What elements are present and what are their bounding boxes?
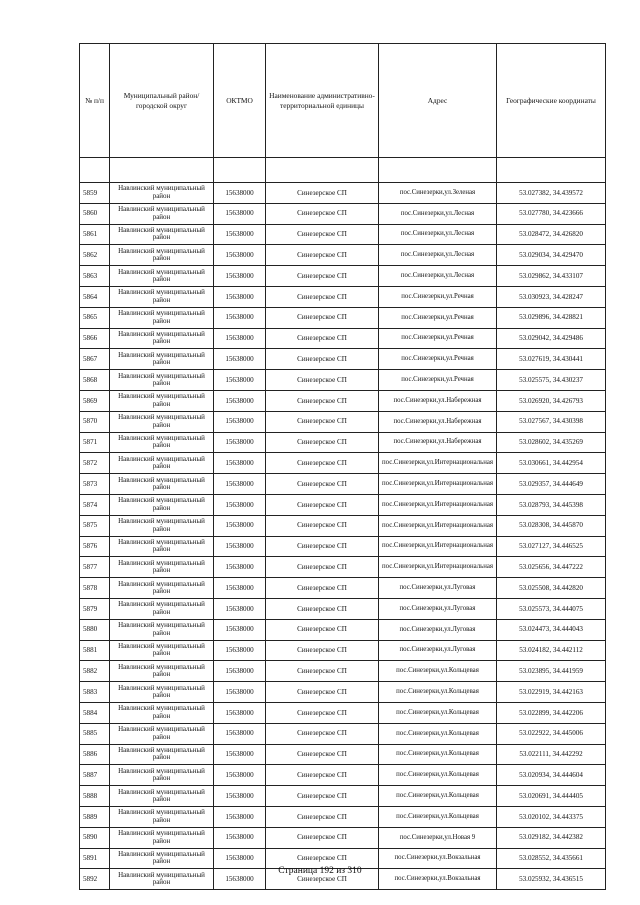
coordinates-cell: 53.029896, 34.428821: [497, 307, 606, 328]
coordinates-cell: 53.022922, 34.445006: [497, 723, 606, 744]
municipality-cell: Навлинский муниципальный район: [110, 307, 214, 328]
header-address: Адрес: [379, 44, 497, 158]
unit-cell: Синезерское СП: [266, 619, 379, 640]
address-cell: пос.Синезерки,ул.Луговая: [379, 578, 497, 599]
municipality-cell: Навлинский муниципальный район: [110, 203, 214, 224]
table-row: [80, 474, 606, 495]
unit-cell: Синезерское СП: [266, 183, 379, 204]
oktmo-cell: 15638000: [214, 702, 266, 723]
coordinates-cell: 53.026920, 34.426793: [497, 390, 606, 411]
table-row: [80, 557, 606, 578]
row-number: 5874: [80, 494, 110, 515]
coordinates-cell: 53.028308, 34.445870: [497, 515, 606, 536]
table-row: [80, 494, 606, 515]
address-cell: пос.Синезерки,ул.Набережная: [379, 411, 497, 432]
municipality-cell: Навлинский муниципальный район: [110, 370, 214, 391]
table-row: [80, 765, 606, 786]
address-cell: пос.Синезерки,ул.Лесная: [379, 203, 497, 224]
address-cell: пос.Синезерки,ул.Набережная: [379, 390, 497, 411]
address-cell: пос.Синезерки,ул.Интернациональная: [379, 453, 497, 474]
coordinates-cell: 53.029182, 34.442382: [497, 827, 606, 848]
address-cell: пос.Синезерки,ул.Речная: [379, 370, 497, 391]
oktmo-cell: 15638000: [214, 869, 266, 890]
unit-cell: Синезерское СП: [266, 411, 379, 432]
unit-cell: Синезерское СП: [266, 536, 379, 557]
address-cell: пос.Синезерки,ул.Кольцевая: [379, 806, 497, 827]
row-number: 5875: [80, 515, 110, 536]
unit-cell: Синезерское СП: [266, 723, 379, 744]
table-row: [80, 203, 606, 224]
oktmo-cell: 15638000: [214, 183, 266, 204]
municipality-cell: Навлинский муниципальный район: [110, 349, 214, 370]
unit-cell: Синезерское СП: [266, 827, 379, 848]
row-number: 5860: [80, 203, 110, 224]
table-row: [80, 744, 606, 765]
municipality-cell: Навлинский муниципальный район: [110, 474, 214, 495]
municipality-cell: Навлинский муниципальный район: [110, 806, 214, 827]
address-cell: пос.Синезерки,ул.Речная: [379, 349, 497, 370]
municipality-cell: Навлинский муниципальный район: [110, 266, 214, 287]
municipality-cell: Навлинский муниципальный район: [110, 786, 214, 807]
table-row: [80, 723, 606, 744]
row-number: 5877: [80, 557, 110, 578]
unit-cell: Синезерское СП: [266, 453, 379, 474]
oktmo-cell: 15638000: [214, 557, 266, 578]
row-number: 5881: [80, 640, 110, 661]
table-row: [80, 183, 606, 204]
unit-cell: Синезерское СП: [266, 598, 379, 619]
row-number: 5879: [80, 598, 110, 619]
row-number: 5871: [80, 432, 110, 453]
coordinates-cell: 53.024473, 34.444043: [497, 619, 606, 640]
municipality-cell: Навлинский муниципальный район: [110, 557, 214, 578]
blank-row: [80, 158, 606, 183]
table-row: [80, 349, 606, 370]
page-number: Страница 192 из 310: [278, 866, 362, 876]
row-number: 5869: [80, 390, 110, 411]
municipality-cell: Навлинский муниципальный район: [110, 411, 214, 432]
oktmo-cell: 15638000: [214, 723, 266, 744]
address-cell: пос.Синезерки,ул.Интернациональная: [379, 474, 497, 495]
address-cell: пос.Синезерки,ул.Кольцевая: [379, 682, 497, 703]
coordinates-cell: 53.023895, 34.441959: [497, 661, 606, 682]
unit-cell: Синезерское СП: [266, 848, 379, 869]
table-row: [80, 390, 606, 411]
unit-cell: Синезерское СП: [266, 515, 379, 536]
oktmo-cell: 15638000: [214, 827, 266, 848]
oktmo-cell: 15638000: [214, 578, 266, 599]
municipality-cell: Навлинский муниципальный район: [110, 723, 214, 744]
address-cell: пос.Синезерки,ул.Речная: [379, 328, 497, 349]
unit-cell: Синезерское СП: [266, 307, 379, 328]
address-cell: пос.Синезерки,ул.Речная: [379, 307, 497, 328]
table-row: [80, 515, 606, 536]
address-cell: пос.Синезерки,ул.Кольцевая: [379, 744, 497, 765]
address-cell: пос.Синезерки,ул.Лесная: [379, 266, 497, 287]
address-cell: пос.Синезерки,ул.Луговая: [379, 640, 497, 661]
table-row: [80, 682, 606, 703]
coordinates-cell: 53.028602, 34.435269: [497, 432, 606, 453]
address-cell: пос.Синезерки,ул.Интернациональная: [379, 494, 497, 515]
oktmo-cell: 15638000: [214, 245, 266, 266]
row-number: 5882: [80, 661, 110, 682]
oktmo-cell: 15638000: [214, 640, 266, 661]
coordinates-cell: 53.025573, 34.444075: [497, 598, 606, 619]
table-row: [80, 598, 606, 619]
unit-cell: Синезерское СП: [266, 702, 379, 723]
address-cell: пос.Синезерки,ул.Интернациональная: [379, 557, 497, 578]
coordinates-cell: 53.027127, 34.446525: [497, 536, 606, 557]
row-number: 5888: [80, 786, 110, 807]
unit-cell: Синезерское СП: [266, 869, 379, 890]
table-row: [80, 266, 606, 287]
address-cell: пос.Синезерки,ул.Луговая: [379, 619, 497, 640]
table-row: [80, 411, 606, 432]
unit-cell: Синезерское СП: [266, 494, 379, 515]
coordinates-cell: 53.030661, 34.442954: [497, 453, 606, 474]
coordinates-cell: 53.027567, 34.430398: [497, 411, 606, 432]
coordinates-cell: 53.025575, 34.430237: [497, 370, 606, 391]
unit-cell: Синезерское СП: [266, 349, 379, 370]
address-cell: пос.Синезерки,ул.Речная: [379, 286, 497, 307]
oktmo-cell: 15638000: [214, 432, 266, 453]
row-number: 5880: [80, 619, 110, 640]
unit-cell: Синезерское СП: [266, 744, 379, 765]
unit-cell: Синезерское СП: [266, 224, 379, 245]
table-row: [80, 536, 606, 557]
row-number: 5890: [80, 827, 110, 848]
municipality-cell: Навлинский муниципальный район: [110, 848, 214, 869]
coordinates-cell: 53.030923, 34.428247: [497, 286, 606, 307]
table-row: [80, 661, 606, 682]
header-num: № п/п: [80, 44, 110, 158]
table-row: [80, 453, 606, 474]
unit-cell: Синезерское СП: [266, 578, 379, 599]
unit-cell: Синезерское СП: [266, 266, 379, 287]
row-number: 5873: [80, 474, 110, 495]
row-number: 5861: [80, 224, 110, 245]
table-row: [80, 432, 606, 453]
address-cell: пос.Синезерки,ул.Новая 9: [379, 827, 497, 848]
unit-cell: Синезерское СП: [266, 474, 379, 495]
oktmo-cell: 15638000: [214, 224, 266, 245]
coordinates-cell: 53.028552, 34.435661: [497, 848, 606, 869]
unit-cell: Синезерское СП: [266, 806, 379, 827]
municipality-cell: Навлинский муниципальный район: [110, 619, 214, 640]
row-number: 5867: [80, 349, 110, 370]
unit-cell: Синезерское СП: [266, 286, 379, 307]
header-coords: Географические координаты: [497, 44, 606, 158]
address-cell: пос.Синезерки,ул.Кольцевая: [379, 723, 497, 744]
oktmo-cell: 15638000: [214, 682, 266, 703]
municipality-cell: Навлинский муниципальный район: [110, 682, 214, 703]
municipality-cell: Навлинский муниципальный район: [110, 661, 214, 682]
municipality-cell: Навлинский муниципальный район: [110, 515, 214, 536]
table-row: [80, 328, 606, 349]
row-number: 5883: [80, 682, 110, 703]
oktmo-cell: 15638000: [214, 349, 266, 370]
coordinates-cell: 53.020691, 34.444405: [497, 786, 606, 807]
unit-cell: Синезерское СП: [266, 432, 379, 453]
oktmo-cell: 15638000: [214, 806, 266, 827]
municipality-cell: Навлинский муниципальный район: [110, 869, 214, 890]
oktmo-cell: 15638000: [214, 536, 266, 557]
unit-cell: Синезерское СП: [266, 390, 379, 411]
header-municipality: Муниципальный район/городской округ: [110, 44, 214, 158]
row-number: 5886: [80, 744, 110, 765]
coordinates-cell: 53.029357, 34.444649: [497, 474, 606, 495]
header-row: [80, 44, 606, 158]
municipality-cell: Навлинский муниципальный район: [110, 183, 214, 204]
coordinates-cell: 53.027382, 34.439572: [497, 183, 606, 204]
unit-cell: Синезерское СП: [266, 370, 379, 391]
header-oktmo: ОКТМО: [214, 44, 266, 158]
row-number: 5865: [80, 307, 110, 328]
row-number: 5889: [80, 806, 110, 827]
municipality-cell: Навлинский муниципальный район: [110, 328, 214, 349]
oktmo-cell: 15638000: [214, 453, 266, 474]
address-cell: пос.Синезерки,ул.Кольцевая: [379, 765, 497, 786]
address-cell: пос.Синезерки,ул.Лесная: [379, 245, 497, 266]
row-number: 5872: [80, 453, 110, 474]
table-row: [80, 224, 606, 245]
row-number: 5878: [80, 578, 110, 599]
row-number: 5870: [80, 411, 110, 432]
oktmo-cell: 15638000: [214, 848, 266, 869]
unit-cell: Синезерское СП: [266, 557, 379, 578]
municipality-cell: Навлинский муниципальный район: [110, 453, 214, 474]
municipality-cell: Навлинский муниципальный район: [110, 536, 214, 557]
coordinates-cell: 53.029862, 34.433107: [497, 266, 606, 287]
coordinates-cell: 53.025508, 34.442820: [497, 578, 606, 599]
municipality-cell: Навлинский муниципальный район: [110, 598, 214, 619]
oktmo-cell: 15638000: [214, 661, 266, 682]
oktmo-cell: 15638000: [214, 515, 266, 536]
address-cell: пос.Синезерки,ул.Интернациональная: [379, 515, 497, 536]
coordinates-cell: 53.022899, 34.442206: [497, 702, 606, 723]
address-cell: пос.Синезерки,ул.Кольцевая: [379, 786, 497, 807]
coordinates-cell: 53.022919, 34.442163: [497, 682, 606, 703]
address-cell: пос.Синезерки,ул.Набережная: [379, 432, 497, 453]
unit-cell: Синезерское СП: [266, 765, 379, 786]
coordinates-cell: 53.025932, 34.436515: [497, 869, 606, 890]
row-number: 5866: [80, 328, 110, 349]
coordinates-cell: 53.029034, 34.429470: [497, 245, 606, 266]
row-number: 5891: [80, 848, 110, 869]
coordinates-cell: 53.024182, 34.442112: [497, 640, 606, 661]
address-cell: пос.Синезерки,ул.Зеленая: [379, 183, 497, 204]
municipality-cell: Навлинский муниципальный район: [110, 494, 214, 515]
row-number: 5887: [80, 765, 110, 786]
address-cell: пос.Синезерки,ул.Лесная: [379, 224, 497, 245]
oktmo-cell: 15638000: [214, 474, 266, 495]
table-row: [80, 286, 606, 307]
unit-cell: Синезерское СП: [266, 203, 379, 224]
row-number: 5863: [80, 266, 110, 287]
table-row: [80, 578, 606, 599]
coordinates-cell: 53.028472, 34.426820: [497, 224, 606, 245]
municipality-cell: Навлинский муниципальный район: [110, 702, 214, 723]
municipality-cell: Навлинский муниципальный район: [110, 390, 214, 411]
address-cell: пос.Синезерки,ул.Кольцевая: [379, 702, 497, 723]
address-cell: пос.Синезерки,ул.Интернациональная: [379, 536, 497, 557]
row-number: 5859: [80, 183, 110, 204]
coordinates-cell: 53.027619, 34.430441: [497, 349, 606, 370]
unit-cell: Синезерское СП: [266, 245, 379, 266]
coordinates-cell: 53.020934, 34.444604: [497, 765, 606, 786]
address-cell: пос.Синезерки,ул.Кольцевая: [379, 661, 497, 682]
municipality-cell: Навлинский муниципальный район: [110, 578, 214, 599]
oktmo-cell: 15638000: [214, 286, 266, 307]
coordinates-cell: 53.029042, 34.429486: [497, 328, 606, 349]
oktmo-cell: 15638000: [214, 765, 266, 786]
oktmo-cell: 15638000: [214, 494, 266, 515]
oktmo-cell: 15638000: [214, 203, 266, 224]
oktmo-cell: 15638000: [214, 307, 266, 328]
table-row: [80, 786, 606, 807]
address-cell: пос.Синезерки,ул.Вокзальная: [379, 848, 497, 869]
table-row: [80, 245, 606, 266]
unit-cell: Синезерское СП: [266, 786, 379, 807]
unit-cell: Синезерское СП: [266, 661, 379, 682]
row-number: 5862: [80, 245, 110, 266]
row-number: 5868: [80, 370, 110, 391]
municipality-cell: Навлинский муниципальный район: [110, 640, 214, 661]
header-unit: Наименование административно-территориальной единицы: [266, 44, 379, 158]
unit-cell: Синезерское СП: [266, 328, 379, 349]
unit-cell: Синезерское СП: [266, 682, 379, 703]
row-number: 5892: [80, 869, 110, 890]
address-cell: пос.Синезерки,ул.Луговая: [379, 598, 497, 619]
coordinates-cell: 53.022111, 34.442292: [497, 744, 606, 765]
municipality-cell: Навлинский муниципальный район: [110, 827, 214, 848]
municipality-cell: Навлинский муниципальный район: [110, 224, 214, 245]
oktmo-cell: 15638000: [214, 598, 266, 619]
row-number: 5864: [80, 286, 110, 307]
table-row: [80, 827, 606, 848]
oktmo-cell: 15638000: [214, 619, 266, 640]
coordinates-cell: 53.020102, 34.443375: [497, 806, 606, 827]
table-row: [80, 640, 606, 661]
oktmo-cell: 15638000: [214, 411, 266, 432]
municipality-cell: Навлинский муниципальный район: [110, 744, 214, 765]
oktmo-cell: 15638000: [214, 744, 266, 765]
oktmo-cell: 15638000: [214, 328, 266, 349]
municipality-cell: Навлинский муниципальный район: [110, 245, 214, 266]
table-row: [80, 806, 606, 827]
municipality-cell: Навлинский муниципальный район: [110, 432, 214, 453]
address-cell: пос.Синезерки,ул.Вокзальная: [379, 869, 497, 890]
coordinates-cell: 53.025656, 34.447222: [497, 557, 606, 578]
unit-cell: Синезерское СП: [266, 640, 379, 661]
municipality-cell: Навлинский муниципальный район: [110, 286, 214, 307]
oktmo-cell: 15638000: [214, 786, 266, 807]
oktmo-cell: 15638000: [214, 390, 266, 411]
table-row: [80, 370, 606, 391]
coordinates-cell: 53.027780, 34.423666: [497, 203, 606, 224]
data-table: [79, 43, 606, 890]
oktmo-cell: 15638000: [214, 266, 266, 287]
row-number: 5876: [80, 536, 110, 557]
row-number: 5885: [80, 723, 110, 744]
coordinates-cell: 53.028793, 34.445398: [497, 494, 606, 515]
row-number: 5884: [80, 702, 110, 723]
municipality-cell: Навлинский муниципальный район: [110, 765, 214, 786]
table-row: [80, 702, 606, 723]
table-row: [80, 619, 606, 640]
oktmo-cell: 15638000: [214, 370, 266, 391]
table-row: [80, 307, 606, 328]
